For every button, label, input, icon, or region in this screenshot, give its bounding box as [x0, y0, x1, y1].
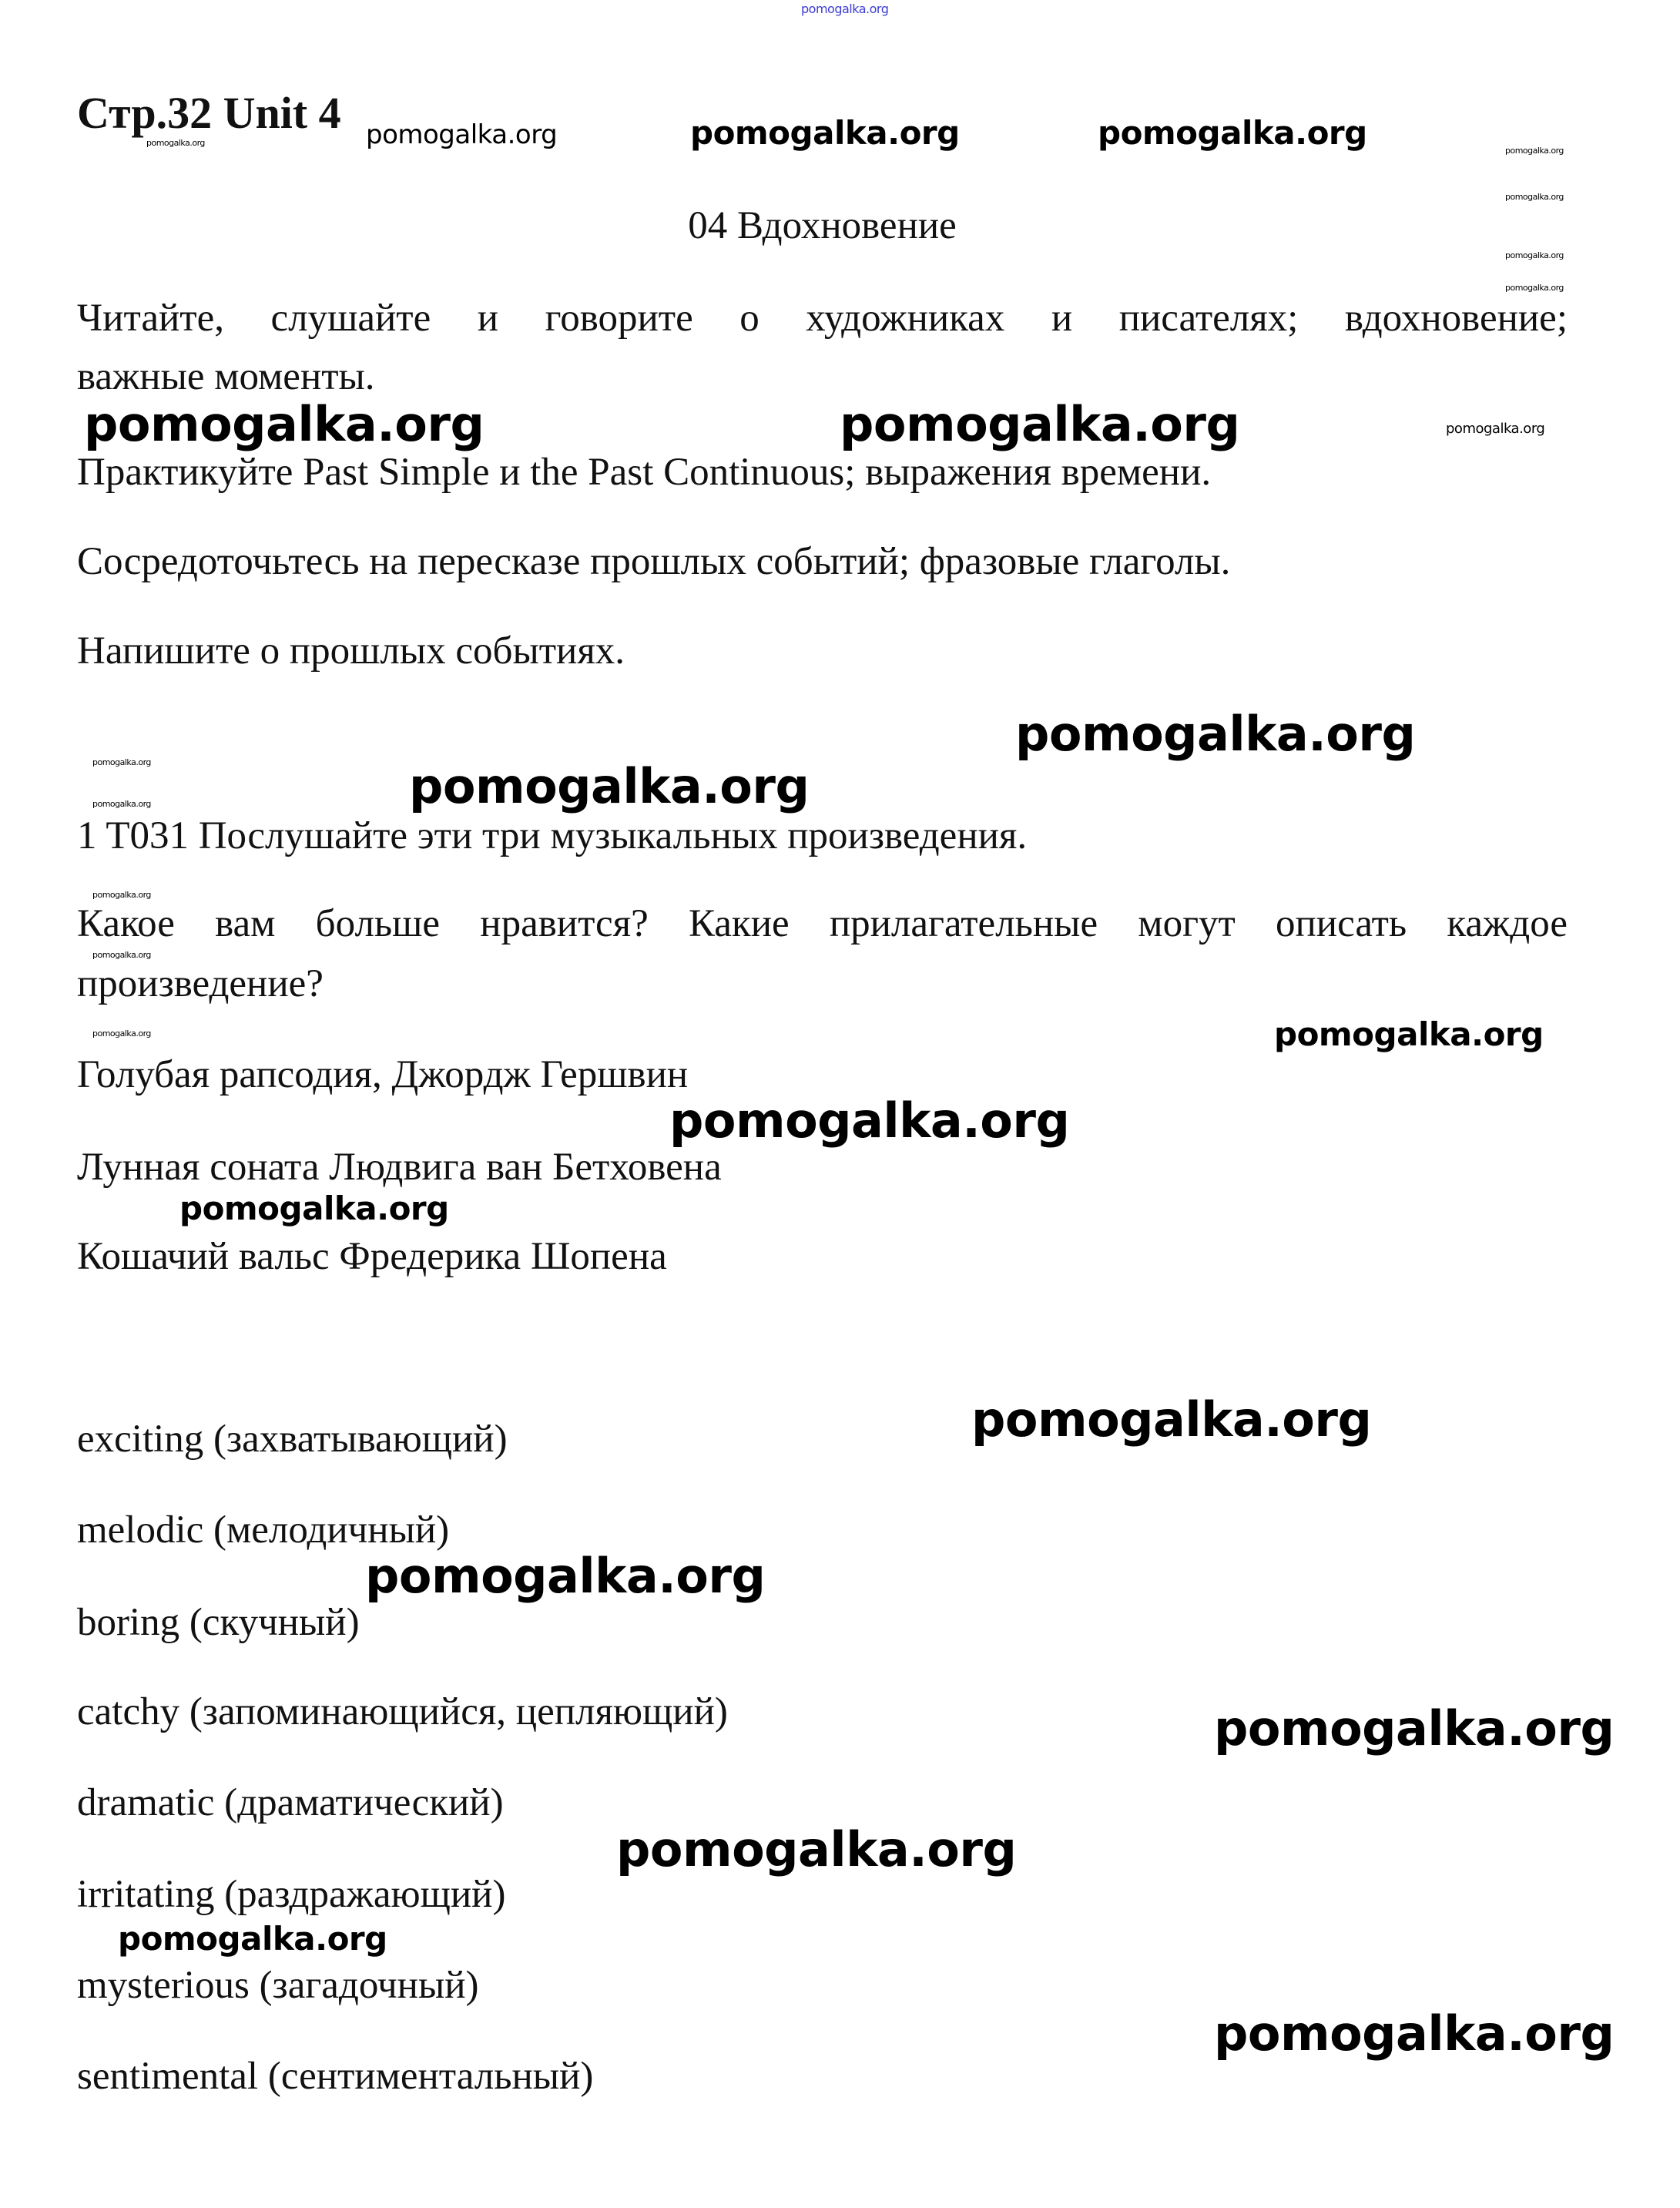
page-title: Стр.32 Unit 4	[77, 88, 341, 138]
watermark: pomogalka.org	[92, 1028, 151, 1039]
watermark: pomogalka.org	[84, 396, 485, 452]
music-piece: Голубая рапсодия, Джордж Гершвин	[77, 1053, 689, 1096]
watermark: pomogalka.org	[92, 799, 151, 809]
watermark: pomogalka.org	[1505, 192, 1564, 202]
adjective-item: irritating (раздражающий)	[77, 1873, 506, 1916]
watermark: pomogalka.org	[801, 2, 889, 16]
watermark: pomogalka.org	[616, 1821, 1017, 1877]
watermark: pomogalka.org	[179, 1190, 449, 1227]
watermark: pomogalka.org	[840, 396, 1240, 452]
intro-line: Сосредоточьтесь на пересказе прошлых событий; фразовые глаголы.	[77, 540, 1231, 583]
watermark: pomogalka.org	[146, 138, 205, 148]
exercise-instruction: 1 T031 Послушайте эти три музыкальных произведения.	[77, 814, 1028, 857]
watermark: pomogalka.org	[1214, 1700, 1615, 1757]
unit-title: 04 Вдохновение	[688, 204, 957, 247]
exercise-question: Какое вам больше нравится? Какие прилагательные могут описать каждое	[77, 902, 1568, 945]
watermark: pomogalka.org	[409, 758, 810, 814]
watermark: pomogalka.org	[1505, 250, 1564, 260]
watermark: pomogalka.org	[1505, 146, 1564, 156]
watermark: pomogalka.org	[366, 119, 558, 150]
watermark: pomogalka.org	[1446, 421, 1545, 437]
adjective-item: mysterious (загадочный)	[77, 1964, 479, 2007]
adjective-item: boring (скучный)	[77, 1601, 360, 1644]
watermark: pomogalka.org	[1505, 283, 1564, 293]
adjective-item: sentimental (сентиментальный)	[77, 2055, 594, 2098]
watermark: pomogalka.org	[1015, 706, 1416, 762]
adjective-item: dramatic (драматический)	[77, 1781, 504, 1824]
watermark: pomogalka.org	[971, 1391, 1372, 1448]
exercise-question: произведение?	[77, 962, 324, 1005]
watermark: pomogalka.org	[118, 1920, 387, 1958]
watermark: pomogalka.org	[365, 1548, 766, 1604]
intro-line: Напишите о прошлых событиях.	[77, 629, 625, 673]
watermark: pomogalka.org	[690, 114, 960, 152]
watermark: pomogalka.org	[1274, 1015, 1544, 1053]
watermark: pomogalka.org	[1098, 114, 1367, 152]
watermark: pomogalka.org	[669, 1092, 1070, 1149]
intro-line: Практикуйте Past Simple и the Past Continuous; выражения времени.	[77, 451, 1212, 494]
intro-line: Читайте, слушайте и говорите о художниках и писателях; вдохновение;	[77, 297, 1568, 340]
watermark: pomogalka.org	[92, 890, 151, 900]
music-piece: Кошачий вальс Фредерика Шопена	[77, 1235, 667, 1278]
watermark: pomogalka.org	[92, 950, 151, 960]
adjective-item: catchy (запоминающийся, цепляющий)	[77, 1690, 728, 1733]
music-piece: Лунная соната Людвига ван Бетховена	[77, 1146, 722, 1189]
adjective-item: melodic (мелодичный)	[77, 1508, 450, 1552]
intro-line: важные моменты.	[77, 355, 375, 398]
watermark: pomogalka.org	[1214, 2005, 1615, 2062]
adjective-item: exciting (захватывающий)	[77, 1418, 508, 1461]
watermark: pomogalka.org	[92, 757, 151, 767]
